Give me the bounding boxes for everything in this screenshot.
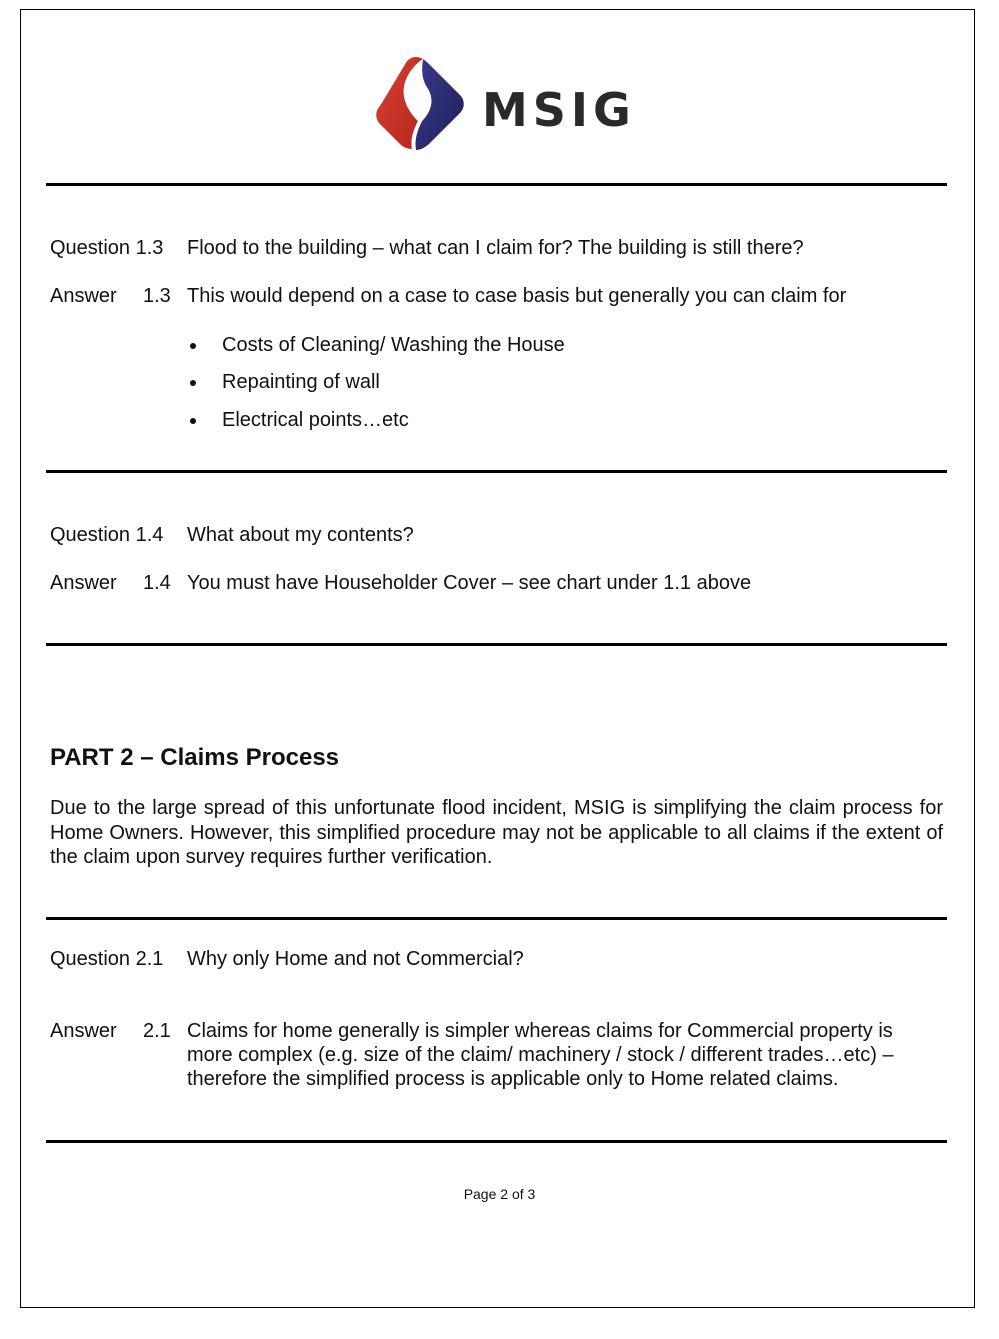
section-divider [46, 643, 947, 646]
section-divider [46, 917, 947, 920]
question-label: Question 1.3 [50, 237, 164, 259]
list-item: Costs of Cleaning/ Washing the House [222, 334, 565, 356]
bullet-icon [190, 418, 196, 424]
msig-logo [374, 55, 636, 155]
page-frame [20, 9, 975, 1308]
bullet-icon [190, 380, 196, 386]
answer-text: You must have Householder Cover – see chart under 1.1 above [187, 572, 752, 594]
answer-number: 1.3 [143, 285, 171, 307]
section-divider [46, 1140, 947, 1143]
page-number: Page 2 of 3 [463, 1186, 536, 1202]
answer-text: Claims for home generally is simpler whereas claims for Commercial property is more complex (e.g. size of the claim/ machinery / stock / different trades…etc) – therefore the simplified process is applicable only to Home related claims. [187, 1020, 894, 1090]
answer-number: 1.4 [143, 572, 171, 594]
question-text: What about my contents? [187, 524, 414, 546]
bullet-icon [190, 343, 196, 349]
msig-logo-mark-icon [374, 55, 466, 155]
answer-text: This would depend on a case to case basis but generally you can claim for [187, 285, 847, 307]
section-divider [46, 183, 947, 186]
question-label: Question 1.4 [50, 524, 164, 546]
question-label: Question 2.1 [50, 948, 164, 970]
section-divider [46, 470, 947, 473]
answer-label: Answer [50, 285, 117, 307]
answer-label: Answer [50, 1020, 117, 1042]
section-heading: PART 2 – Claims Process [50, 744, 340, 771]
list-item: Electrical points…etc [222, 409, 409, 431]
msig-logo-text: MSIG [482, 83, 636, 137]
answer-label: Answer [50, 572, 117, 594]
question-text: Flood to the building – what can I claim for? The building is still there? [187, 237, 804, 259]
answer-number: 2.1 [143, 1020, 171, 1042]
section-paragraph: Due to the large spread of this unfortunate flood incident, MSIG is simplifying the claim process for Home Owners. However, this simplified procedure may not be applicable to all claims if the extent of the claim upon survey requires further verification. [50, 797, 943, 868]
list-item: Repainting of wall [222, 371, 380, 393]
question-text: Why only Home and not Commercial? [187, 948, 524, 970]
